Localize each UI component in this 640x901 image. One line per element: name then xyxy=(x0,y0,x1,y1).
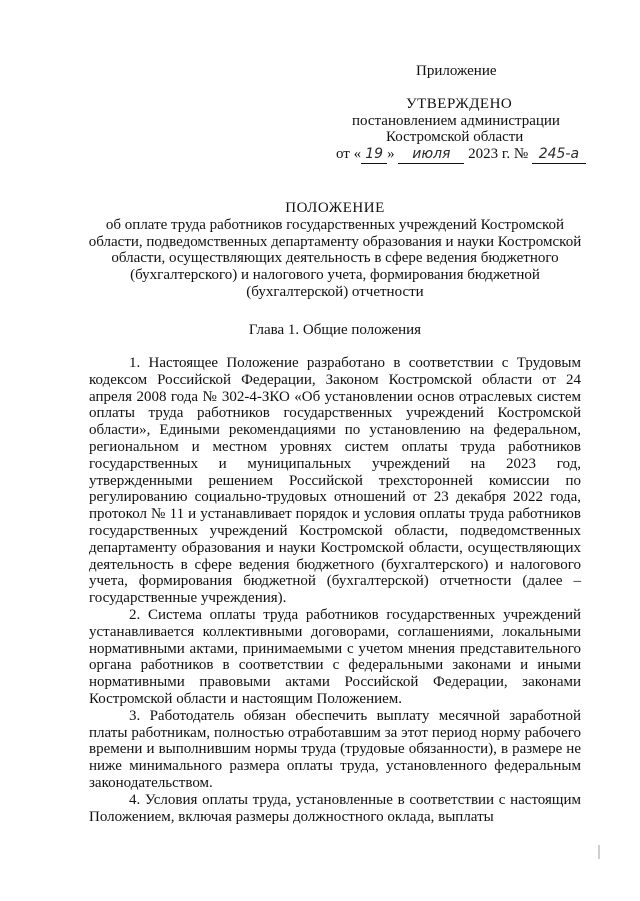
approval-stamp xyxy=(330,63,600,164)
region-line: Костромской области xyxy=(386,129,524,146)
scan-edge-mark xyxy=(598,845,600,859)
chapter-heading: Глава 1. Общие положения xyxy=(248,322,422,338)
paragraph-1: 1. Настоящее Положение разработано в соответствии с Трудовым кодексом Российской Федерации, Законом Костромской области от 24 апреля 2008 года № 302-4-ЗКО «Об установлении основ отраслевых систем оплаты труда работников государственных учреждений Костромской области», Едиными рекомендациями по установлению на федеральном, региональном и местном уровнях систем оплаты труда работников государственных и муниципальных учреждений на 2023 год, утвержденными решением Российской трехсторонней комиссии по регулированию социально-трудовых отношений от 23 декабря 2022 года, протокол № 11 и устанавливает порядок и условия оплаты труда работников государственных учреждений Костромской области, подведомственных департаменту образования и науки Костромской области, осуществляющих деятельность в сфере ведения бюджетного (бухгалтерского) и налогового учета, формирования бюджетной (бухгалтерской) отчетности (далее – государственные учреждения). xyxy=(89,355,581,607)
date-year: 2023 г. № xyxy=(468,146,529,163)
decree-line: постановлением администрации xyxy=(352,112,560,129)
appendix-label: Приложение xyxy=(416,63,497,79)
date-line xyxy=(336,146,600,164)
paragraph-2: 2. Система оплаты труда работников государственных учреждений устанавливается коллективными договорами, соглашениями, локальными нормативными актами, принимаемыми с учетом мнения представительного органа работников в соответствии с федеральными законами и иными нормативными правовыми актами Российской Федерации, законами Костромской области и настоящим Положением. xyxy=(89,606,581,707)
handwritten-month: июля xyxy=(398,146,464,164)
document-title: ПОЛОЖЕНИЕ xyxy=(285,200,385,216)
approved-label: УТВЕРЖДЕНО xyxy=(406,95,513,112)
handwritten-number: 245-а xyxy=(532,146,586,164)
paragraph-4: 4. Условия оплаты труда, установленные в соответствии с настоящим Положением, включая размеры должностного оклада, выплаты xyxy=(89,791,581,825)
paragraph-3: 3. Работодатель обязан обеспечить выплату месячной заработной платы работникам, полностью отработавшим за этот период норму рабочего времени и выполнившим нормы труда (трудовые обязанности), в размере не ниже минимального размера оплаты труда, установленного федеральным законодательством. xyxy=(89,707,581,791)
handwritten-day: 19 xyxy=(361,146,387,164)
date-mid: » xyxy=(387,146,395,163)
document-body xyxy=(89,355,581,825)
date-prefix: от « xyxy=(336,146,362,163)
document-subtitle: об оплате труда работников государственных учреждений Костромской области, подведомственных департаменту образования и науки Костромской области, осуществляющих деятельность в сфере ведения бюджетного (бухгалтерского) и налогового учета, формирования бюджетной (бухгалтерской) отчетности xyxy=(88,216,582,300)
document-title-block xyxy=(88,200,582,301)
